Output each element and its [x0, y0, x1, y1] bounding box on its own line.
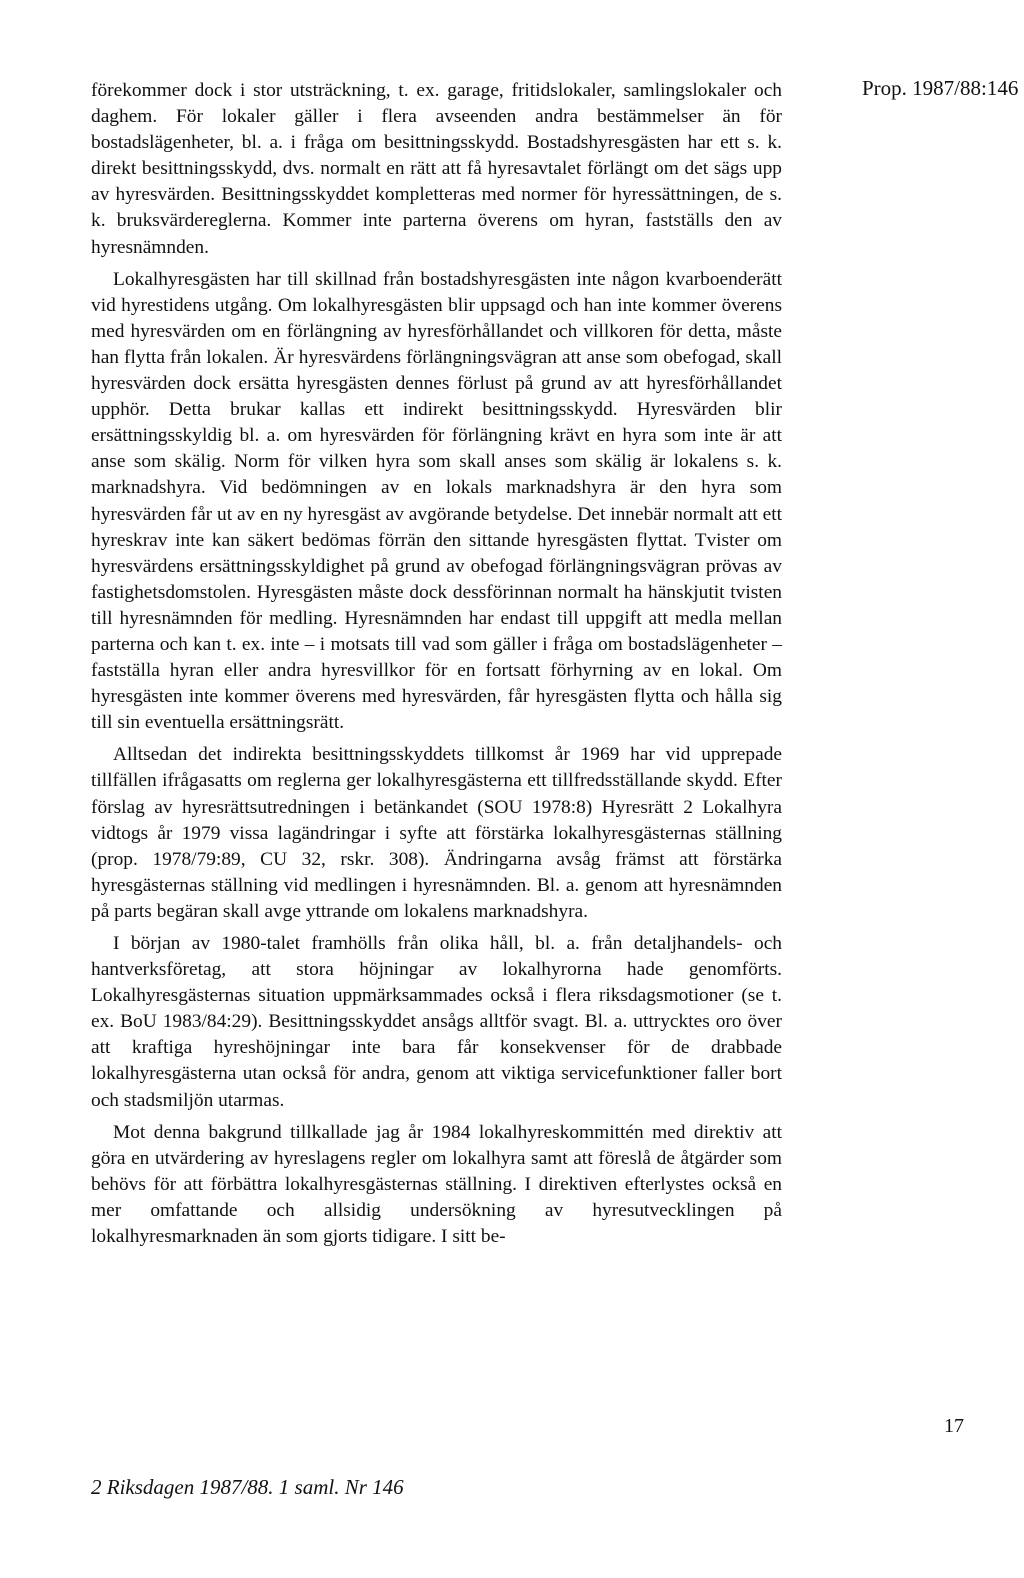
footer-reference: 2 Riksdagen 1987/88. 1 saml. Nr 146 [91, 1475, 404, 1499]
paragraph-5: Mot denna bakgrund tillkallade jag år 1984 lokalhyreskommittén med direktiv att göra en utvärdering av hyreslagens regler om lokalhyra samt att föreslå de åtgärder som behövs för att förbättra lokalhyresgästernas ställning. I direktiven efterlystes också en mer omfattande och allsidig undersökning av hyresutvecklingen på lokalhyresmarknaden än som gjorts tidigare. I sitt be- [91, 1121, 782, 1248]
prop-reference: Prop. 1987/88:146 [862, 76, 1019, 100]
body-text [91, 78, 782, 1250]
paragraph-1: förekommer dock i stor utsträckning, t. ex. garage, fritidslokaler, samlingslokaler och daghem. För lokaler gäller i flera avseenden andra bestämmelser än för bostadslägenheter, bl. a. i fråga om besittningsskydd. Bostadshyresgästen har ett s. k. direkt besittningsskydd, dvs. normalt en rätt att få hyresavtalet förlängt om det sägs upp av hyresvärden. Besittningsskyddet kompletteras med normer för hyressättningen, de s. k. bruksvärdereglerna. Kommer inte parterna överens om hyran, fastställs den av hyresnämnden. [91, 80, 782, 258]
paragraph-2: Lokalhyresgästen har till skillnad från bostadshyresgästen inte någon kvarboenderätt vid hyrestidens utgång. Om lokalhyresgästen blir uppsagd och han inte kommer överens med hyresvärden om en förlängning av hyresförhållandet och villkoren för detta, måste han flytta från lokalen. Är hyresvärdens förlängningsvägran att anse som obefogad, skall hyresvärden dock ersätta hyresgästen dennes förlust på grund av att hyresförhållandet upphör. Detta brukar kallas ett indirekt besittningsskydd. Hyresvärden blir ersättningsskyldig bl. a. om hyresvärden för förlängning krävt en hyra som inte är att anse som skälig. Norm för vilken hyra som skall anses som skälig är lokalens s. k. marknadshyra. Vid bedömningen av en lokals marknadshyra är den hyra som hyresvärden får ut av en ny hyresgäst av avgörande betydelse. Det innebär normalt att ett hyreskrav inte kan säkert bedömas förrän den sittande hyresgästen flyttat. Tvister om hyresvärdens ersättningsskyldighet på grund av obefogad förlängningsvägran prövas av fastighetsdomstolen. Hyresgästen måste dock dessförinnan normalt ha hänskjutit tvisten till hyresnämnden för medling. Hyresnämnden har endast till uppgift att medla mellan parterna och kan t. ex. inte – i motsats till vad som gäller i fråga om bostadslägenheter – fastställa hyran eller andra hyresvillkor för en fortsatt förhyrning av en lokal. Om hyresgästen inte kommer överens med hyresvärden, får hyresgästen flytta och hålla sig till sin eventuella ersättningsrätt. [91, 268, 782, 734]
paragraph-3: Alltsedan det indirekta besittningsskyddets tillkomst år 1969 har vid upprepade tillfällen ifrågasatts om reglerna ger lokalhyresgästerna ett tillfredsställande skydd. Efter förslag av hyresrättsutredningen i betänkandet (SOU 1978:8) Hyresrätt 2 Lokalhyra vidtogs år 1979 vissa lagändringar i syfte att förstärka lokalhyresgästernas ställning (prop. 1978/79:89, CU 32, rskr. 308). Ändringarna avsåg främst att förstärka hyresgästernas ställning vid medlingen i hyresnämnden. Bl. a. genom att hyresnämnden på parts begäran skall avge yttrande om lokalens marknadshyra. [91, 744, 782, 922]
paragraph-4: I början av 1980-talet framhölls från olika håll, bl. a. från detaljhandels- och hantverksföretag, att stora höjningar av lokalhyrorna hade genomförts. Lokalhyresgästernas situation uppmärksammades också i flera riksdagsmotioner (se t. ex. BoU 1983/84:29). Besittningsskyddet ansågs alltför svagt. Bl. a. uttrycktes oro över att kraftiga hyreshöjningar inte bara får konsekvenser för de drabbade lokalhyresgästerna utan också för andra, genom att viktiga servicefunktioner faller bort och stadsmiljön utarmas. [91, 933, 782, 1111]
page-number: 17 [944, 1415, 964, 1437]
